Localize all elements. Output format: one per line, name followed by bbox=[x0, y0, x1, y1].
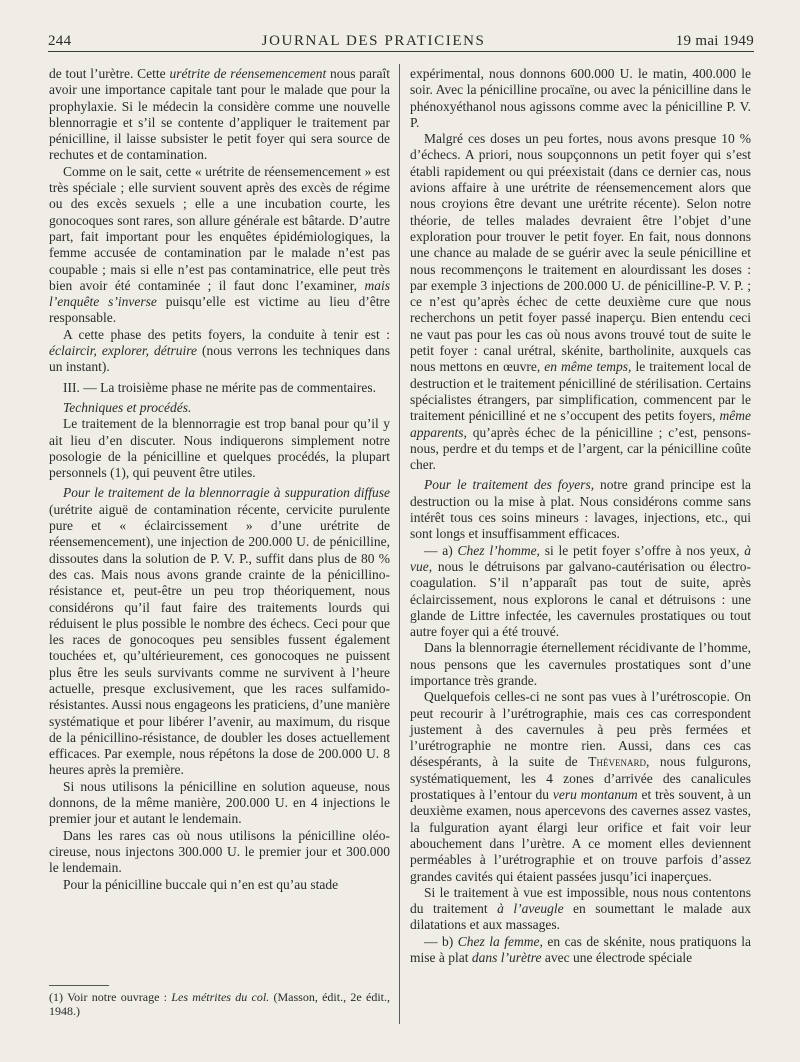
footnote-rule bbox=[49, 985, 109, 986]
paragraph: Pour la pénicilline buccale qui n’en est qu’au stade bbox=[63, 876, 339, 892]
paragraph: Malgré ces doses un peu fortes, nous avons presque 10 % d’échecs. A priori, nous soupçonnons un petit foyer qui s’est établi rapidement ou qui préexistait (dans ce dernier cas, nous avions affaire à une urétrite de réensemencement alors que nous croyions être devant une urétrite récente). Selon notre théorie, de telles malades devraient être l’objet d’une exploration pour trouver le petit foyer. En fait, nous donnons une chance au malade de se guérir avec la seule pénicilline et nous recommençons le traitement en alourdissant les doses : par exemple 3 injections de 200.000 U. de pénicilline-P. V. P. ; ce n’est qu’après échec de cette deuxième cure que nous recherchons un petit foyer passé inaperçu. Bien entendu ceci ne vaut pas pour les cas où nous avons trouvé tout de suite le petit foyer : canal urétral, skénite, bartholinite, auxquels cas nous mettons en œuvre, en même temps, le traitement local de destruction et le traitement pénicilliné de stérilisation. Certains spécialistes étrangers, par simplification, commencent par le traitement pénicilliné et ne s’occupent des petits foyers, même apparents, qu’après échec de la pénicilline ; c’est, pensons-nous, perdre et du temps et de l’argent, car la pénicilline coûte cher. bbox=[410, 131, 752, 473]
paragraph: — a) Chez l’homme, si le petit foyer s’offre à nos yeux, à vue, nous le détruisons par galvano-cautérisation ou électro-coagulation. S’il n’apparaît pas tout de suite, après éclaircissement, nous explorons le canal et détruisons : une glande de Littre infectée, les cavernules prostatiques ou tout autre foyer qui a été trouvé. bbox=[410, 542, 751, 640]
issue-date: 19 mai 1949 bbox=[675, 33, 754, 49]
paragraph: — b) Chez la femme, en cas de skénite, nous pratiquons la mise à plat dans l’urètre avec une électrode spéciale bbox=[410, 933, 752, 966]
footnote: (1) Voir notre ouvrage : Les métrites du col. (Masson, édit., 2e édit., 1948.) bbox=[49, 990, 390, 1018]
paragraph: Pour le traitement des foyers, notre grand principe est la destruction ou la mise à plat. Nous considérons comme sans intérêt tous ces soins mineurs : lavages, injections, etc., qui sont longs et insuffisamment efficaces. bbox=[410, 477, 751, 542]
section-heading: Techniques et procédés. bbox=[63, 399, 192, 415]
paragraph: Si le traitement à vue est impossible, nous nous contentons du traitement à l’aveugle en soumettant le malade aux dilatations et aux massages. bbox=[410, 884, 751, 933]
paragraph: A cette phase des petits foyers, la conduite à tenir est : éclaircir, explorer, détruire (nous verrons les techniques dans un instant). bbox=[49, 326, 390, 375]
paragraph: Pour le traitement de la blennorragie à suppuration diffuse (urétrite aiguë de contamination récente, cervicite purulente pure et « éclaircissement » d’une urétrite de réensemencement), une injection de 200.000 U. de pénicilline, dissoutes dans la solution de P. V. P., suffit dans plus de 80 % des cas. Mais nous avons grande crainte de la pénicillino-résistance et, peut-être un peu trop théoriquement, nous considérons qu’il faut faire des traitements lourds qui réduisent le plus possible le nombre des échecs. Ceci pour que les races de gonocoques peu sensibles fussent également touchées et, qu’ultérieurement, ces gonocoques ne puissent plus être les seuls survivants comme ne survivent à l’heure actuelle, presque exclusivement, que les races sulfamido-résistantes. Aussi nous engageons les praticiens, d’une manière systématique et pour libérer l’avenir, au maximum, du risque de la pénicillino-résistance, de doubler les doses actuellement efficaces. Par exemple, nous répétons la dose de 200.000 U. 8 heures après la première. bbox=[49, 485, 390, 778]
paragraph: Dans la blennorragie éternellement récidivante de l’homme, nous pensons que les cavernules prostatiques sont d’une importance très grande. bbox=[410, 640, 751, 688]
running-header bbox=[48, 24, 754, 50]
paragraph: Quelquefois celles-ci ne sont pas vues à l’urétroscopie. On peut recourir à l’urétrographie, mais ces cas correspondent justement à des cavernules à peu près fermées et l’urétrographie ne montre rien. Aussi, dans ces cas désespérants, à la suite de Thévenard, nous fulgurons, systématiquement, les 4 zones d’arrivée des canalicules prostatiques à l’entour du veru montanum et très souvent, à un deuxième examen, nous apercevons des cavernes assez vastes, la fulguration ayant élargi leur orifice et fait voir leur abouchement dans l’urètre. A ce moment elles deviennent perméables à l’urétrographie et on trouve parfois d’assez grandes cavités qui étaient passées jusqu’ici inaperçues. bbox=[410, 689, 752, 884]
page-number: 244 bbox=[48, 33, 72, 49]
paragraph: Dans les rares cas où nous utilisons la pénicilline oléo-cireuse, nous injectons 300.000 U. le premier jour et 300.000 le lendemain. bbox=[49, 827, 390, 876]
paragraph: expérimental, nous donnons 600.000 U. le matin, 400.000 le soir. Avec la pénicilline procaïne, ou avec la pénicilline dans le phénoxyéthanol nous agissons comme avec la pénicilline P. V. P. bbox=[410, 66, 751, 130]
paragraph: de tout l’urètre. Cette urétrite de réensemencement nous paraît avoir une importance capitale tant pour le malade que pour la prophylaxie. Si le médecin la considère comme une nouvelle blennorragie et s’il se contente d’appliquer le traitement par pénicilline, il laisse subsister le petit foyer qui sera source de rechutes et de contamination. bbox=[49, 66, 390, 163]
left-column bbox=[49, 66, 390, 893]
paragraph: Comme on le sait, cette « urétrite de réensemencement » est très spéciale ; elle survient souvent après des excès de régime ou des excès sexuels ; elle a une incubation courte, les gonocoques sont rares, son allure générale est bâtarde. D’autre part, fait important pour les enquêtes épidémiologiques, la femme accusée de contamination par le malade n’est pas coupable ; mais si elle n’est pas contaminatrice, elle peut très bien avoir été contaminée ; il faut donc l’examiner, mais l’enquête s’inverse puisqu’elle est victime au lieu d’être responsable. bbox=[49, 163, 390, 326]
paragraph: Le traitement de la blennorragie est trop banal pour qu’il y ait lieu d’en discuter. Nous indiquerons simplement notre posologie de la pénicilline et quelques procédés, la plupart personnels (1), qui peuvent être utiles. bbox=[49, 416, 390, 481]
paragraph: Si nous utilisons la pénicilline en solution aqueuse, nous donnons, de la même manière, 200.000 U. en 4 injections le premier jour et autant le lendemain. bbox=[49, 778, 390, 827]
right-column bbox=[410, 66, 751, 966]
paragraph: III. — La troisième phase ne mérite pas de commentaires. bbox=[63, 379, 377, 395]
journal-title: JOURNAL DES PRATICIENS bbox=[261, 33, 486, 49]
column-divider bbox=[399, 64, 400, 1024]
header-rule bbox=[48, 51, 754, 52]
